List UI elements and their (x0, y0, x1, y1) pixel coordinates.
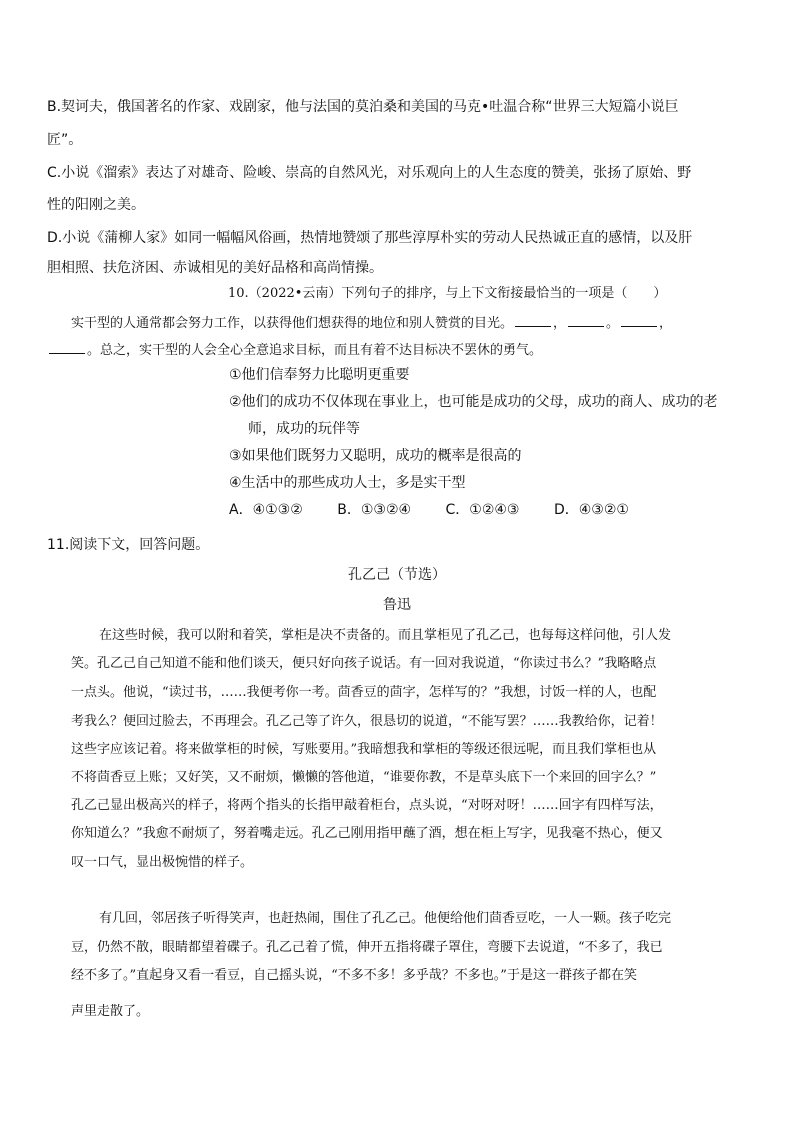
question-10-passage-line-2 (47, 341, 542, 360)
para1-line-4: 考我么？便回过脸去，不再理会。孔乙己等了许久，很恳切的说道，“不能写罢？……我教给你，记着！ (71, 714, 663, 729)
sentence-item-2-cont: 师，成功的玩伴等 (248, 421, 360, 437)
option-b-line-1: B.契诃夫，俄国著名的作家、戏剧家，他与法国的莫泊桑和美国的马克•吐温合称“世界三大短篇小说巨 (47, 99, 679, 115)
choice-c[interactable]: C．①②④③ (445, 502, 520, 518)
answer-choices (229, 501, 659, 519)
option-d-line-2: 胆相照、扶危济困、赤诚相见的美好品格和高尚情操。 (47, 260, 383, 276)
para1-line-2: 笑。孔乙己自己知道不能和他们谈天，便只好向孩子说话。有一回对我说道，“你读过书么？”我略略点 (71, 656, 657, 671)
para2-line-4: 声里走散了。 (71, 1004, 150, 1019)
answer-blank (515, 314, 551, 327)
para2-line-3: 经不多了。”直起身又看一看豆，自己摇头说，“不多不多！多乎哉？不多也。”于是这一群孩子都在笑 (71, 968, 637, 983)
choice-d[interactable]: D．④③②① (553, 502, 629, 518)
para1-line-9: 叹一口气，显出极惋惜的样子。 (71, 855, 254, 870)
para1-line-6: 不将茴香豆上账；又好笑，又不耐烦，懒懒的答他道，“谁要你教，不是草头底下一个来回的回字么？” (71, 770, 657, 785)
sentence-item-2: ②他们的成功不仅体现在事业上，也可能是成功的父母，成功的商人、成功的老 (229, 394, 718, 410)
passage-text: 。总之，实干型的人会全心全意追求目标，而且有着不达目标决不罢休的勇气。 (87, 343, 543, 358)
para1-line-7: 孔乙己显出极高兴的样子，将两个指头的长指甲敲着柜台，点头说，“对呀对呀！……回字有四样写法， (71, 798, 663, 813)
para1-line-3: 一点头。他说，“读过书，……我便考你一考。茴香豆的茴字，怎样写的？”我想，讨饭一样的人，也配 (71, 685, 657, 700)
choice-a[interactable]: A．④①③② (229, 502, 303, 518)
article-author: 鲁迅 (383, 597, 411, 613)
passage-text: 实干型的人通常都会努力工作，以获得他们想获得的地位和别人赞赏的目光。 (71, 316, 514, 331)
answer-blank (568, 314, 604, 327)
question-11-stem: 11.阅读下文，回答问题。 (47, 537, 210, 553)
para1-line-8: 你知道么？”我愈不耐烦了，努着嘴走远。孔乙己刚用指甲蘸了酒，想在柜上写字，见我毫不热心，便又 (71, 826, 663, 841)
para1-line-5: 这些字应该记着。将来做掌柜的时候，写账要用。”我暗想我和掌柜的等级还很远呢，而且我们掌柜也从 (71, 742, 657, 757)
option-c-line-1: C.小说《溜索》表达了对雄奇、险峻、崇高的自然风光，对乐观向上的人生态度的赞美，张扬了原始、野 (47, 165, 692, 181)
para2-line-2: 豆，仍然不散，眼睛都望着碟子。孔乙己着了慌，伸开五指将碟子罩住，弯腰下去说道，“不多了，我已 (71, 940, 663, 955)
option-d-line-1: D.小说《蒲柳人家》如同一幅幅风俗画，热情地赞颂了那些淳厚朴实的劳动人民热诚正直的感情，以及肝 (47, 230, 693, 246)
para2-line-1: 有几回，邻居孩子听得笑声，也赶热闹，围住了孔乙己。他便给他们茴香豆吃，一人一颗。孩子吃完 (99, 911, 672, 926)
answer-blank (49, 341, 85, 354)
article-title: 孔乙己（节选） (348, 567, 446, 583)
sentence-item-1: ①他们信奉努力比聪明更重要 (229, 367, 410, 383)
sentence-item-3: ③如果他们既努力又聪明，成功的概率是很高的 (229, 448, 522, 464)
option-b-line-2: 匠”。 (47, 132, 83, 148)
question-10-passage-line-1: 实干型的人通常都会努力工作，以获得他们想获得的地位和别人赞赏的目光。 ， 。 ， (71, 316, 673, 331)
option-c-line-2: 性的阳刚之美。 (47, 197, 145, 213)
answer-blank (621, 314, 657, 327)
question-10-stem: 10.（2022•云南）下列句子的排序，与上下文衔接最恰当的一项是（ ） (228, 286, 667, 301)
para1-line-1: 在这些时候，我可以附和着笑，掌柜是决不责备的。而且掌柜见了孔乙己，也每每这样问他，引人发 (99, 628, 672, 643)
choice-b[interactable]: B．①③②④ (337, 502, 412, 518)
sentence-item-4: ④生活中的那些成功人士，多是实干型 (229, 475, 466, 491)
